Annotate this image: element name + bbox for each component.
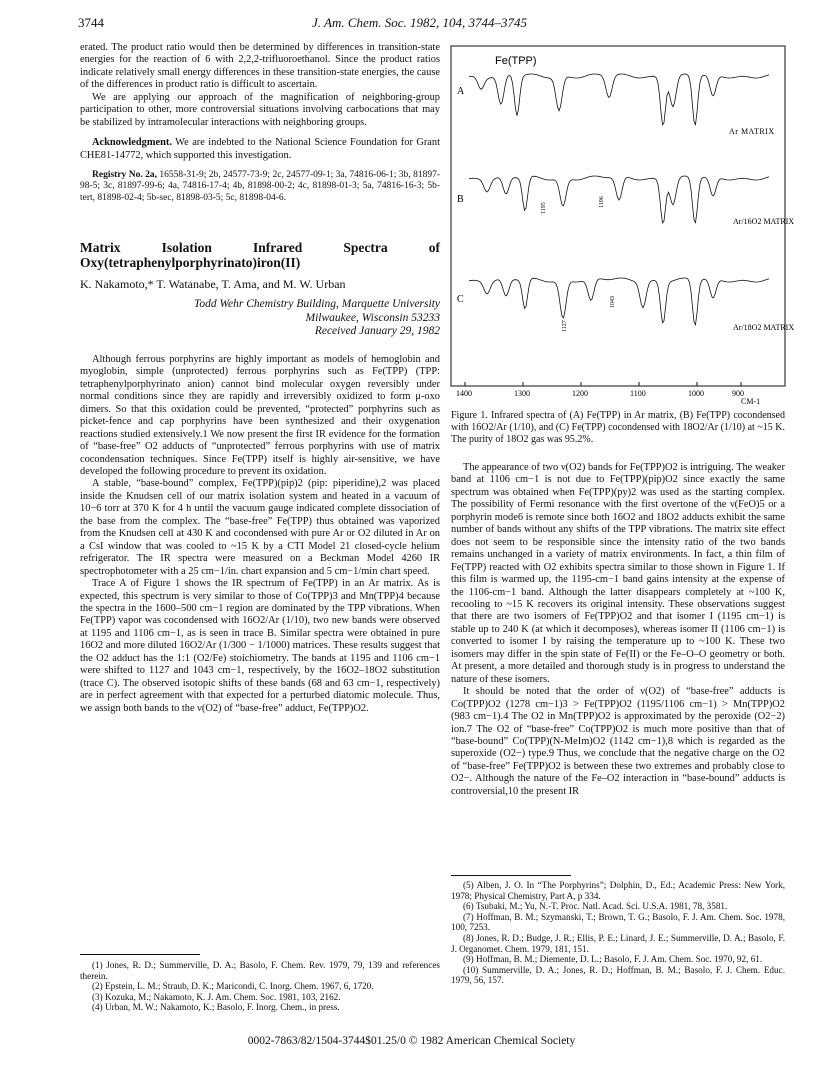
left-footnotes [80,960,440,1013]
right-column [451,462,785,798]
ir-spectra-figure [451,42,795,406]
article-body [80,354,440,715]
journal-citation: J. Am. Chem. Soc. 1982, 104, 3744–3745 [312,15,527,30]
peak-label-1106: 1106 [599,196,605,208]
figure-frame [451,46,785,386]
left-column [80,42,440,715]
x-axis-ticks [456,382,744,398]
paragraph: A stable, “base-bound” complex, Fe(TPP)(pip)2 (pip: piperidine),2 was placed inside the Knudsen cell of our matrix isolation system and heated in a vacuum of 10−6 torr at 370 K for 4 h until the vacuum gauge indicated complete dissociation of the base from the complex. The “base-free” Fe(TPP) thus obtained was vaporized from the Knudsen cell at 430 K and cocondensed with pure Ar or O2 diluted in Ar on a CsI window that was cooled to ~15 K by a CTI Model 21 closed-cycle helium refrigerator. The IR spectra were measured on a Beckman Model 4260 IR spectrophotometer with a 25 cm−1/in. chart expansion and 5 cm−1/min chart speed. [80,478,440,577]
footnote-rule [451,875,571,876]
footnote-rule [80,954,200,955]
footnote: (9) Hoffman, B. M.; Diemente, D. L.; Basolo, F. J. Am. Chem. Soc. 1970, 92, 61. [463,954,763,965]
paragraph: The appearance of two ν(O2) bands for Fe(TPP)O2 is intriguing. The weaker band at 1106 cm−1 is not due to Fe(TPP)(pip)O2 since exactly the same spectrum was obtained when Fe(TPP)(py)2 was used as the starting complex. The possibility of Fermi resonance with the first overtone of the ν(FeO)5 or a porphyrin mode6 is remote since both 16O2 and 18O2 adducts exhibit the same number of bands without any shifts of the TPP vibrations. The matrix site effect does not seem to be responsible since the intensity ratio of the two bands remains unchanged in a variety of matrix environments. In fact, a thin film of Fe(TPP) reacted with O2 exhibits spectra similar to those shown in Figure 1. If this film is warmed up, the 1195-cm−1 band gains intensity at the expense of the 1106-cm−1 band. Although the latter disappears completely at ~100 K, recooling to ~15 K recovers its original intensity. These observations suggest that there are two isomers of Fe(TPP)O2 and that isomer I (1195 cm−1) is stable up to 240 K (at which it decomposes), whereas isomer II (1106 cm−1) is converted to isomer I by raising the temperature up to ~100 K. These two isomers may differ in the spin state of Fe(II) or the Fe–O–O geometry or both. At present, a more detailed and thorough study is in progress to understand the nature of these isomers. [451,462,785,685]
peak-label-1195: 1195 [541,202,547,214]
x-tick-label: 1300 [514,389,530,398]
affiliation-line: Milwaukee, Wisconsin 53233 [305,311,440,324]
x-tick-label: 900 [732,389,744,398]
spectrum-trace-c [469,278,769,325]
article-title: Matrix Isolation Infrared Spectra of Oxy(tetraphenylporphyrinato)iron(II) [80,239,440,271]
acknowledgment [80,137,440,162]
spectrum-trace-a [469,74,769,125]
paragraph: We are applying our approach of the magnification of neighboring-group participation to other, more controversial situations involving carbocations that may be stabilized by intramolecular interactions with neighboring groups. [80,91,440,128]
x-tick-label: 1400 [456,389,472,398]
acknowledgment-text: We are indebted to the National Science Foundation for Grant CHE81-14772, which supported this investigation. [80,137,440,161]
page-number: 3744 [78,15,104,30]
registry-numbers [80,170,440,204]
paragraph: erated. The product ratio would then be determined by differences in transition-state energies for the reaction of 6 with 2,2,2-trifluoroethanol. Since the product ratios indicate relatively small energy differences in these transition-state energies, the cause of the differences in product ratio is difficult to ascertain. [80,42,440,91]
spectral-traces [469,74,769,325]
footnote: (10) Summerville, D. A.; Jones, R. D.; Hoffman, B. M.; Basolo, F. J. Chem. Educ. 1979, 56, 157. [451,964,785,986]
right-footnotes [451,880,785,986]
affiliation [80,298,440,339]
x-tick-label: 1000 [688,389,704,398]
footnote: (6) Tsubaki, M.; Yu, N.-T. Proc. Natl. Acad. Sci. U.S.A. 1981, 78, 3581. [463,901,728,912]
footnote: (2) Epstein, L. M.; Straub, D. K.; Maricondi, C. Inorg. Chem. 1967, 6, 1720. [92,981,374,992]
x-axis-unit: CM-1 [741,397,761,406]
received-date: Received January 29, 1982 [314,325,440,338]
footnote: (1) Jones, R. D.; Summerville, D. A.; Basolo, F. Chem. Rev. 1979, 79, 139 and references therein. [80,960,440,981]
authors: K. Nakamoto,* T. Watanabe, T. Ama, and M. W. Urban [80,276,346,291]
trace-label-a: A [457,86,465,97]
footnote: (5) Alben, J. O. In “The Porphyrins”; Dolphin, D., Ed.; Academic Press: New York, 1978; Physical Chemistry, Part A, p 334. [451,880,785,901]
trace-label-c: C [457,294,464,305]
footnote: (3) Kozuka, M.; Nakamoto, K. J. Am. Chem. Soc. 1981, 103, 2162. [92,991,341,1002]
acknowledgment-label: Acknowledgment. [92,137,172,149]
affiliation-line: Todd Wehr Chemistry Building, Marquette University [194,298,440,311]
matrix-label-a: Ar MATRIX [729,127,775,136]
paragraph: Trace A of Figure 1 shows the IR spectrum of Fe(TPP) in an Ar matrix. As is expected, this spectrum is very similar to those of Co(TPP)3 and Mn(TPP)4 because the spectra in the 1600–500 cm−1 region are dominated by the TPP vibrations. When Fe(TPP) vapor was cocondensed with 16O2/Ar (1/10), two new bands were observed at 1195 and 1106 cm−1, as is seen in trace B. Similar spectra were obtained in pure 16O2 and more diluted 16O2/Ar (1/300 − 1/1000) matrices. These results suggest that the O2 adduct has the 1:1 (O2/Fe) stoichiometry. The bands at 1195 and 1106 cm−1 were shifted to 1127 and 1043 cm−1, respectively, by the 16O2–18O2 substitution (trace C). The observed isotopic shifts of these bands (68 and 63 cm−1, respectively) are in perfect agreement with that expected for a perturbed diatomic molecule. Thus, we assign both bands to the ν(O2) of “base-free” adduct, Fe(TPP)O2. [80,578,440,714]
footnote: (7) Hoffman, B. M.; Szymanski, T.; Brown, T. G.; Basolo, F. J. Am. Chem. Soc. 1978, 100, 7253. [451,911,785,933]
paragraph: Although ferrous porphyrins are highly important as models of hemoglobin and myoglobin, simple (unprotected) ferrous porphyrins such as Fe(TPP) (TPP: tetraphenylporphyrinato anion) cannot bind molecular oxygen reversibly under normal conditions since they are rapidly and irreversibly oxidized to form μ-oxo dimers. So that this oxidation could be prevented, “protected” porphyrins such as picket-fence and cap porphyrins have been synthesized and their oxygenation reactions studied extensively.1 We now present the first IR evidence for the formation of “base-free” O2 adducts of “unprotected” ferrous porphyrins with use of matrix cocondensation techniques. Since Fe(TPP) itself is highly air-sensitive, we have developed the following procedure to prevent its oxidation. [80,353,440,477]
page-header [78,15,761,33]
matrix-label-c: Ar/18O2 MATRIX [733,323,795,332]
registry-text: 16558-31-9; 2b, 24577-73-9; 2c, 24577-09-1; 3a, 74816-06-1; 3b, 81897-98-5; 3c, 81897-99-6; 4a, 74816-17-4; 4b, 81898-00-2; 4c, 81898-01-3; 5a, 74816-16-3; 5b-tert, 81898-02-4; 5b-sec, 81898-03-5; 5c, 81898-04-6. [80,170,440,203]
registry-label: Registry No. 2a, [92,170,157,181]
page-footer: 0002-7863/82/1504-3744$01.25/0 © 1982 American Chemical Society [247,1035,576,1047]
peak-label-1127: 1127 [562,320,568,332]
footnote: (4) Urban, M. W.; Nakamoto, K.; Basolo, F. Inorg. Chem., in press. [92,1002,340,1013]
x-tick-label: 1200 [572,389,588,398]
figure-title: Fe(TPP) [495,55,537,67]
spectrum-trace-b [469,176,769,223]
figure-caption: Figure 1. Infrared spectra of (A) Fe(TPP) in Ar matrix, (B) Fe(TPP) cocondensed with 16O2/Ar (1/10), and (C) Fe(TPP) cocondensed with 18O2/Ar (1/10) at ~15 K. The purity of 18O2 gas was 95.2%. [451,410,785,445]
peak-label-1043: 1043 [610,296,616,308]
paragraph: It should be noted that the order of ν(O2) of “base-free” adducts is Co(TPP)O2 (1278 cm−1)3 > Fe(TPP)O2 (1195/1106 cm−1) > Mn(TPP)O2 (983 cm−1).4 The O2 in Mn(TPP)O2 is approximated by the peroxide (O2−2) ion.7 The O2 of “base-free” Co(TPP)O2 is much more positive than that of “base-bound” Co(TPP)(N-MeIm)O2 (1142 cm−1),8 which is regarded as the superoxide (O2−) type.9 Thus, we conclude that the negative charge on the O2 of “base-free” Fe(TPP)O2 is between these two extremes and probably close to O2−. Although the nature of the Fe–O2 interaction in “base-bound” adducts is controversial,10 the present IR [451,686,785,797]
x-tick-label: 1100 [630,389,646,398]
footnote: (8) Jones, R. D.; Budge, J. R.; Ellis, P. E.; Linard, J. E.; Summerville, D. A.; Basolo, F. J. Organomet. Chem. 1979, 181, 151. [451,932,785,954]
matrix-label-b: Ar/16O2 MATRIX [733,217,795,226]
trace-label-b: B [457,194,464,205]
